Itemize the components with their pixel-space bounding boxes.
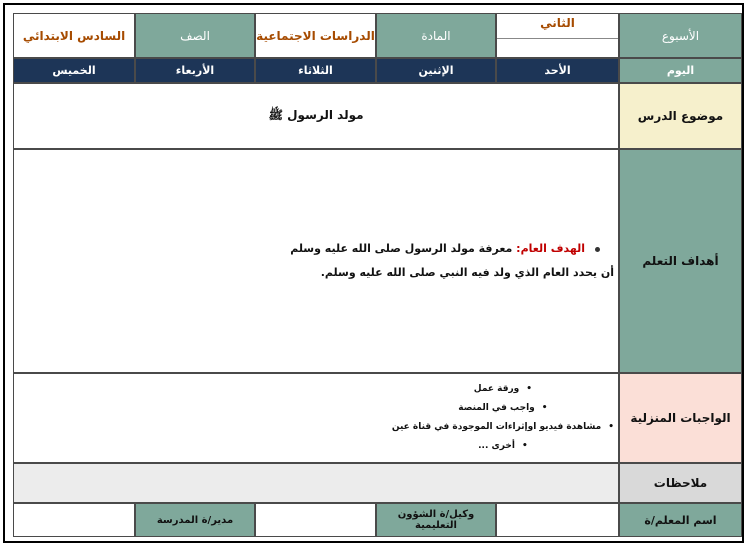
- goal-title: الهدف العام:: [516, 242, 585, 255]
- subject-label-cell: [376, 13, 496, 58]
- day-name: الإثنين: [418, 64, 454, 77]
- topic-value-cell[interactable]: [13, 83, 619, 149]
- day-name: الأحد: [544, 64, 571, 77]
- subject-value: الدراسات الاجتماعية: [256, 28, 375, 43]
- week-divider: [497, 38, 618, 39]
- principal-signature-cell[interactable]: [13, 503, 135, 537]
- list-item: [392, 380, 614, 399]
- homework-label-cell: [619, 373, 742, 463]
- homework-content-cell[interactable]: [13, 373, 619, 463]
- day-thursday[interactable]: [13, 58, 135, 83]
- lesson-plan-sheet: [3, 3, 744, 543]
- day-name: الثلاثاء: [298, 64, 333, 77]
- notes-content-cell[interactable]: [13, 463, 619, 503]
- day-sunday[interactable]: [496, 58, 619, 83]
- week-label-cell: [619, 13, 742, 58]
- homework-label: الواجبات المنزلية: [630, 411, 731, 425]
- day-name: الأربعاء: [175, 64, 215, 77]
- week-value: الثاني: [540, 16, 575, 30]
- teacher-label-cell: [619, 503, 742, 537]
- day-label: اليوم: [666, 64, 695, 77]
- goal-line-2: [321, 266, 614, 279]
- homework-item: مشاهدة فيديو اوإثراءات الموجودة في قناة عين: [391, 422, 602, 432]
- day-monday[interactable]: [376, 58, 496, 83]
- objectives-label: أهداف التعلم: [642, 254, 719, 268]
- bullet-icon: •: [526, 384, 533, 394]
- list-item: [392, 437, 614, 456]
- objectives-label-cell: [619, 149, 742, 373]
- day-wednesday[interactable]: [135, 58, 255, 83]
- topic-label-cell: [619, 83, 742, 149]
- topic-label: موضوع الدرس: [637, 109, 724, 123]
- principal-label: مدير/ة المدرسة: [156, 514, 234, 526]
- objectives-content-cell[interactable]: [13, 149, 619, 373]
- deputy-label: وكيل/ة الشؤون التعليمية: [397, 509, 475, 531]
- topic-value: مولد الرسول ﷺ: [268, 107, 364, 122]
- grade-value: السادس الابتدائي: [22, 28, 126, 43]
- list-item: [392, 418, 614, 437]
- list-item: [392, 399, 614, 418]
- week-label: الأسبوع: [661, 28, 700, 43]
- principal-label-cell: [135, 503, 255, 537]
- homework-item: أخرى ...: [478, 441, 515, 451]
- teacher-signature-cell[interactable]: [496, 503, 619, 537]
- notes-label: ملاحظات: [653, 476, 708, 490]
- goal-line-1: [290, 242, 600, 255]
- teacher-label: اسم المعلم/ة: [644, 513, 717, 527]
- day-tuesday[interactable]: [255, 58, 376, 83]
- grade-label-cell: [135, 13, 255, 58]
- day-name: الخميس: [52, 64, 96, 77]
- deputy-label-cell: [376, 503, 496, 537]
- grade-label: الصف: [180, 28, 210, 43]
- subject-value-cell[interactable]: [255, 13, 376, 58]
- homework-list: [392, 380, 614, 456]
- day-label-cell: [619, 58, 742, 83]
- subject-label: المادة: [421, 28, 451, 43]
- bullet-icon: •: [521, 441, 528, 451]
- deputy-signature-cell[interactable]: [255, 503, 376, 537]
- goal-text: معرفة مولد الرسول صلى الله عليه وسلم: [290, 242, 517, 255]
- goal-line-2-text: أن يحدد العام الذي ولد فيه النبي صلى الله عليه وسلم.: [320, 266, 614, 279]
- notes-label-cell: [619, 463, 742, 503]
- bullet-icon: •: [608, 422, 614, 432]
- homework-item: واجب في المنصة: [458, 403, 535, 413]
- homework-item: ورقة عمل: [473, 384, 520, 394]
- week-value-cell[interactable]: [496, 13, 619, 58]
- bullet-icon: [595, 247, 600, 252]
- bullet-icon: •: [541, 403, 548, 413]
- grade-value-cell[interactable]: [13, 13, 135, 58]
